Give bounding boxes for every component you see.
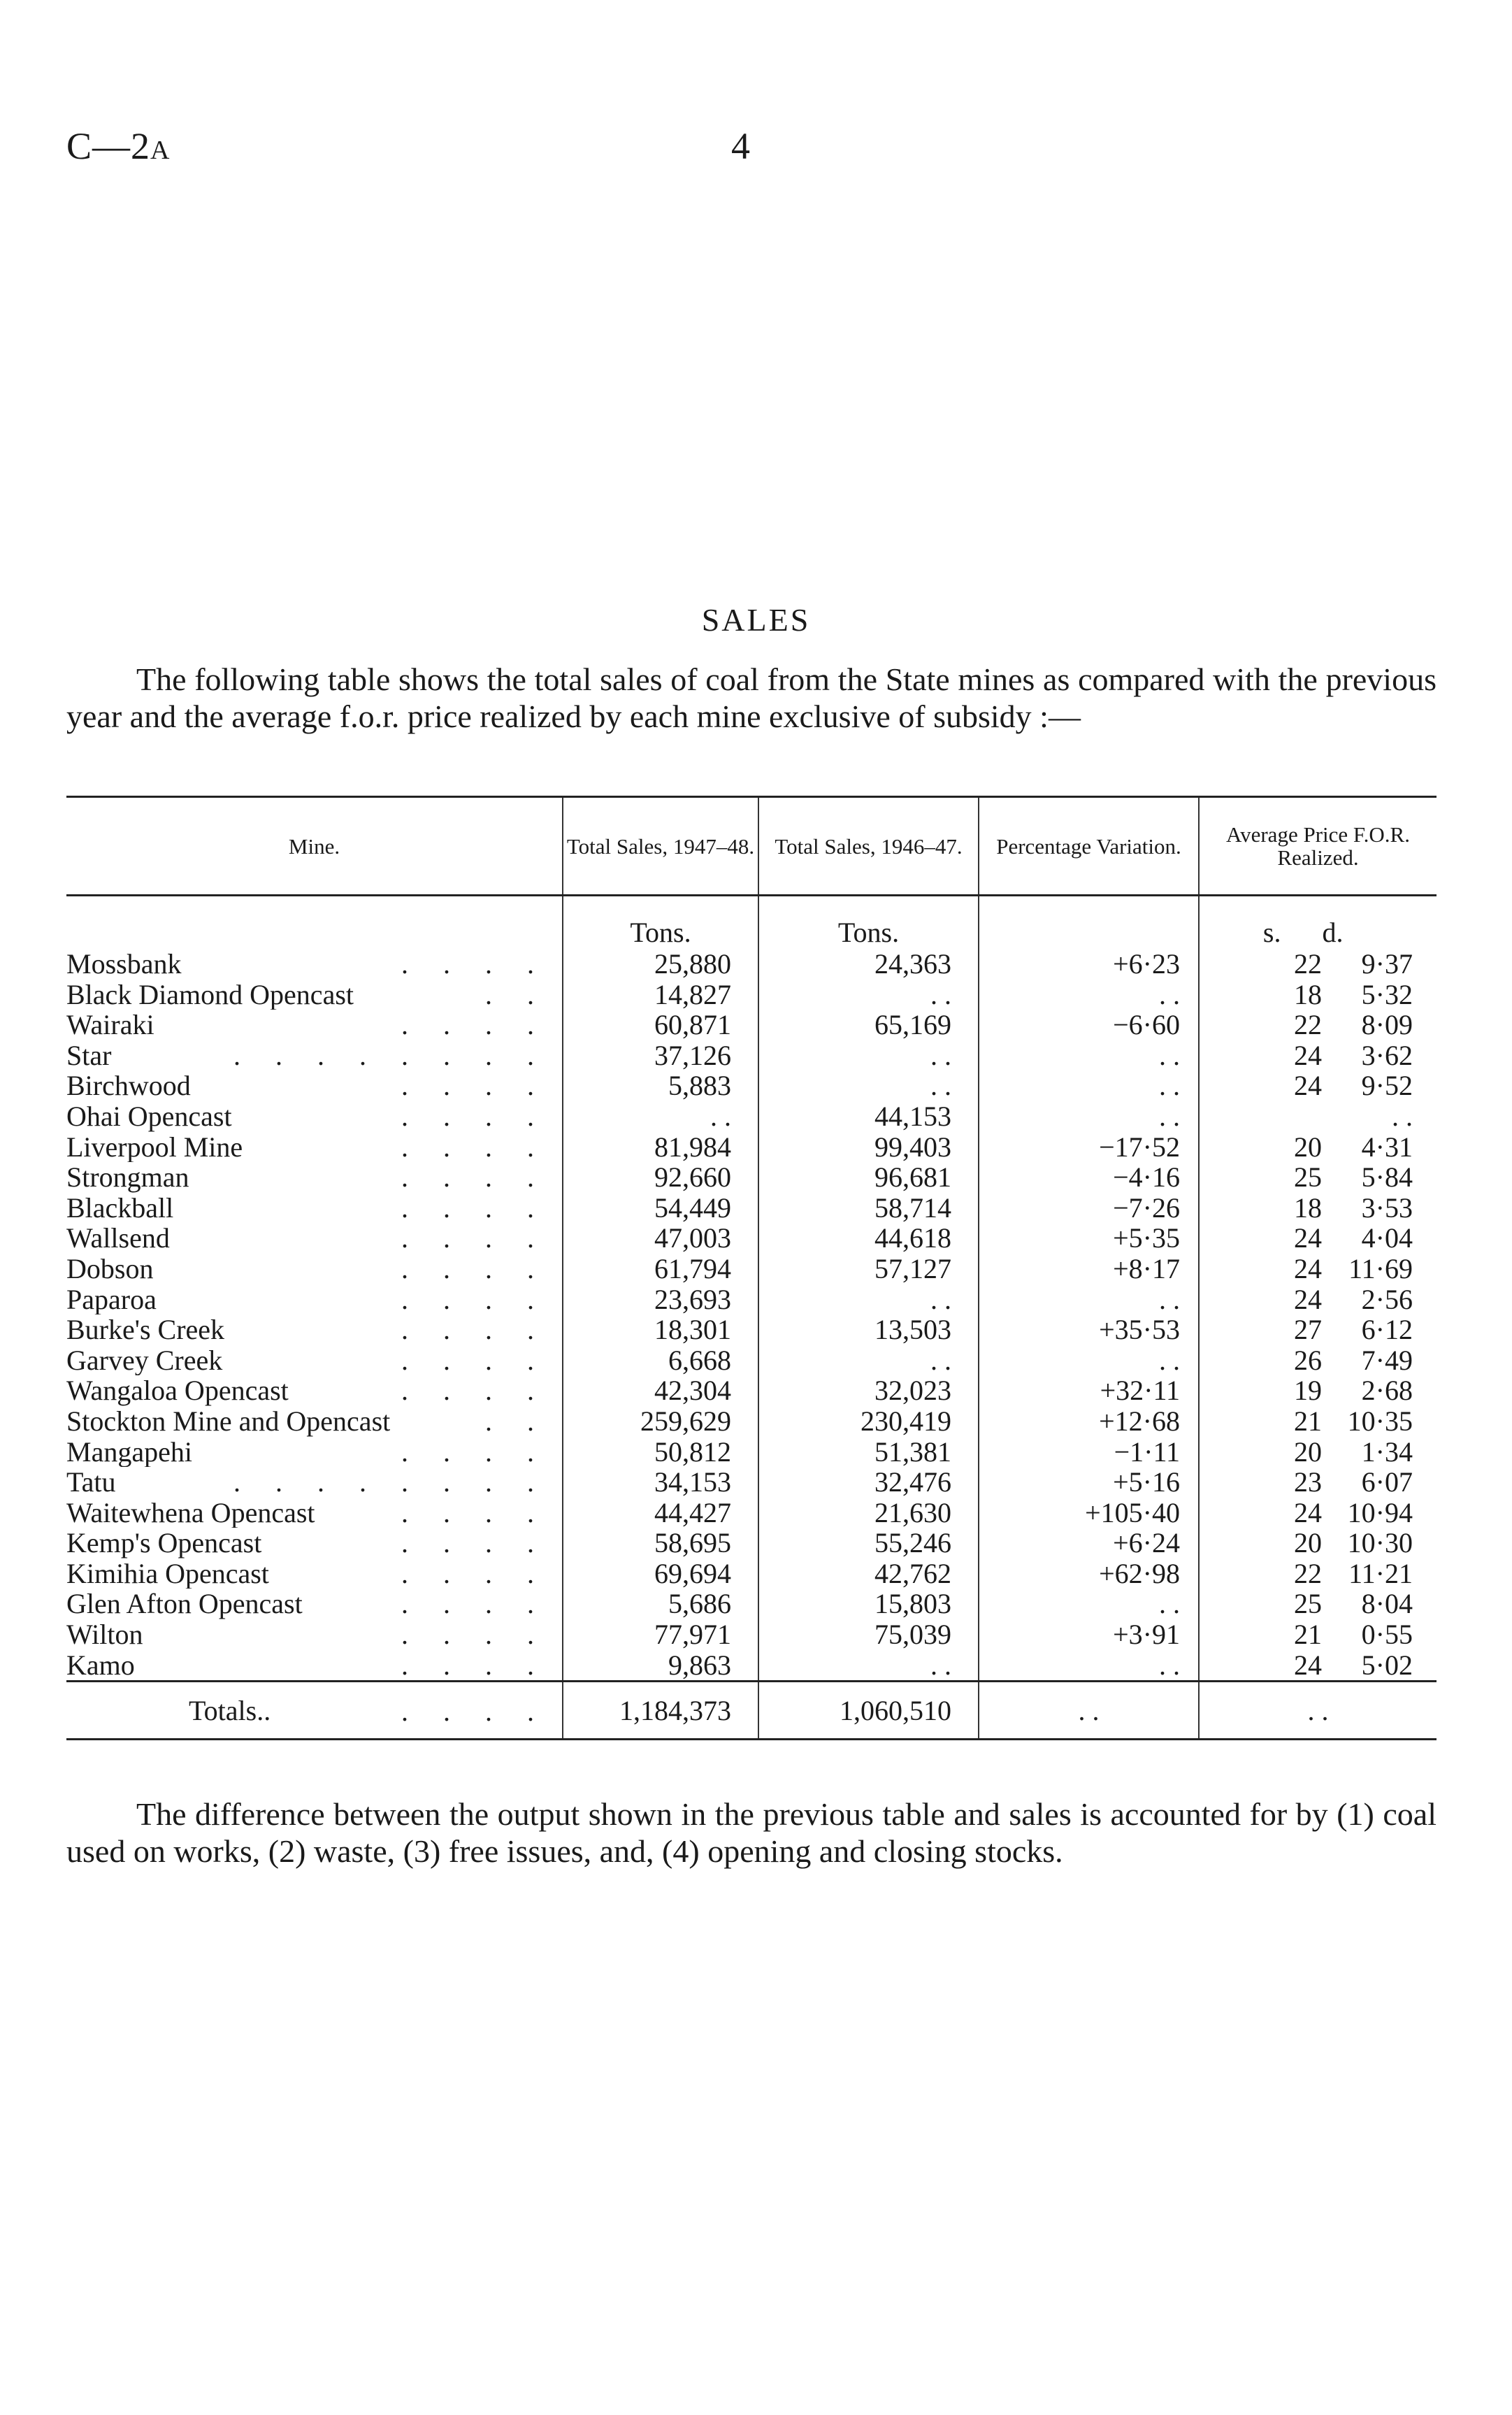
price-pence: 4·04 <box>1361 1222 1413 1254</box>
totals-1947-48: 1,184,373 <box>563 1682 758 1740</box>
mine-name: Black Diamond Opencast <box>66 979 354 1010</box>
price-pence: 4·31 <box>1361 1131 1413 1163</box>
sales-1946-47: 15,803 <box>758 1589 979 1619</box>
price-shillings: 20 <box>1294 1435 1322 1468</box>
unit-tons-1947-48: Tons. <box>563 896 758 949</box>
table-row <box>66 1437 1437 1468</box>
price-shillings: 24 <box>1294 1252 1322 1284</box>
table-row <box>66 1314 1437 1345</box>
price-shillings: 27 <box>1294 1314 1322 1346</box>
sales-1946-47: 99,403 <box>758 1132 979 1163</box>
price-shillings: 22 <box>1294 948 1322 980</box>
average-price <box>1199 1040 1437 1071</box>
sales-1947-48: 37,126 <box>563 1040 758 1071</box>
mine-name: Ohai Opencast <box>66 1101 232 1132</box>
price-pence: 6·07 <box>1361 1466 1413 1498</box>
mine-name: Wallsend <box>66 1223 170 1254</box>
sales-1947-48: 259,629 <box>563 1406 758 1437</box>
table-row <box>66 1650 1437 1682</box>
table-row <box>66 1162 1437 1193</box>
percentage-variation: +32·11 <box>979 1375 1199 1406</box>
mine-name: Wairaki <box>66 1010 154 1040</box>
average-price <box>1199 1558 1437 1589</box>
mine-name: Blackball <box>66 1192 174 1224</box>
totals-label-cell <box>66 1682 563 1740</box>
unit-tons-1946-47: Tons. <box>758 896 979 949</box>
price-shillings: 25 <box>1294 1161 1322 1194</box>
price-shillings: 26 <box>1294 1344 1322 1376</box>
table-row <box>66 949 1437 980</box>
price-shillings: 20 <box>1294 1131 1322 1163</box>
totals-price: . . <box>1199 1682 1437 1740</box>
mine-name-cell <box>66 1223 563 1254</box>
percentage-variation: +8·17 <box>979 1254 1199 1284</box>
table-row <box>66 1010 1437 1040</box>
col-header-mine: Mine. <box>66 797 563 896</box>
mine-name: Star <box>66 1040 112 1071</box>
mine-name-cell <box>66 1132 563 1163</box>
percentage-variation: −1·11 <box>979 1437 1199 1468</box>
average-price <box>1199 949 1437 980</box>
sales-1947-48: 47,003 <box>563 1223 758 1254</box>
price-pence: 5·02 <box>1361 1649 1413 1681</box>
table-row <box>66 1040 1437 1071</box>
intro-paragraph: The following table shows the total sales of coal from the State mines as compared with the previous year and the average f.o.r. price realized by each mine exclusive of subsidy :— <box>66 661 1437 734</box>
leader-dots: . . . . <box>401 1314 548 1345</box>
average-price <box>1199 1101 1437 1132</box>
percentage-variation: . . <box>979 1284 1199 1315</box>
leader-dots: . . . . <box>401 1101 548 1132</box>
price-pence: 3·62 <box>1361 1039 1413 1071</box>
average-price <box>1199 1406 1437 1437</box>
mine-name-cell <box>66 1314 563 1345</box>
average-price <box>1199 1193 1437 1224</box>
section-title: SALES <box>701 602 811 638</box>
leader-dots: . . . . <box>401 1223 548 1254</box>
sales-1946-47: 58,714 <box>758 1193 979 1224</box>
table-header-row <box>66 797 1437 896</box>
price-shillings: 24 <box>1294 1222 1322 1254</box>
mine-name: Stockton Mine and Opencast <box>66 1405 391 1437</box>
totals-row <box>66 1682 1437 1740</box>
percentage-variation: +105·40 <box>979 1498 1199 1528</box>
col-header-variation: Percentage Variation. <box>979 797 1199 896</box>
unit-pence: d. <box>1322 917 1344 948</box>
price-shillings: 24 <box>1294 1283 1322 1315</box>
price-shillings: 24 <box>1294 1649 1322 1681</box>
sales-1947-48: 23,693 <box>563 1284 758 1315</box>
sales-1947-48: 25,880 <box>563 949 758 980</box>
price-pence: 8·09 <box>1361 1009 1413 1041</box>
leader-dots: . . . . <box>401 949 548 980</box>
page-number: 4 <box>731 125 750 167</box>
price-shillings: 24 <box>1294 1070 1322 1102</box>
table-row <box>66 1070 1437 1101</box>
mine-name-cell <box>66 1284 563 1315</box>
document-code-suffix: A <box>150 136 171 165</box>
average-price <box>1199 1467 1437 1498</box>
mine-name: Kemp's Opencast <box>66 1528 262 1558</box>
sales-1947-48: 61,794 <box>563 1254 758 1284</box>
price-pence: 5·84 <box>1361 1161 1413 1194</box>
mine-name-cell <box>66 1558 563 1589</box>
sales-1947-48: 58,695 <box>563 1528 758 1558</box>
sales-1947-48: 60,871 <box>563 1010 758 1040</box>
average-price <box>1199 1254 1437 1284</box>
mine-name: Liverpool Mine <box>66 1131 243 1163</box>
sales-1947-48: 69,694 <box>563 1558 758 1589</box>
leader-dots: . . . . <box>401 1284 548 1315</box>
average-price <box>1199 1284 1437 1315</box>
sales-1946-47: 65,169 <box>758 1010 979 1040</box>
sales-1946-47: 21,630 <box>758 1498 979 1528</box>
units-row <box>66 896 1437 949</box>
percentage-variation: . . <box>979 1040 1199 1071</box>
mine-name-cell <box>66 1650 563 1682</box>
mine-name-cell <box>66 1345 563 1376</box>
percentage-variation: +6·24 <box>979 1528 1199 1558</box>
sales-1946-47: 13,503 <box>758 1314 979 1345</box>
mine-name-cell <box>66 1070 563 1101</box>
mine-name: Mossbank <box>66 949 182 980</box>
leader-dots: . . <box>485 1405 548 1437</box>
percentage-variation: −4·16 <box>979 1162 1199 1193</box>
percentage-variation: +12·68 <box>979 1406 1199 1437</box>
leader-dots: . . . . <box>401 1649 548 1681</box>
mine-name-cell <box>66 1437 563 1468</box>
average-price <box>1199 1589 1437 1619</box>
sales-1946-47: 32,023 <box>758 1375 979 1406</box>
sales-1946-47: . . <box>758 1345 979 1376</box>
leader-dots: . . . . <box>401 1497 548 1528</box>
sales-1946-47: 51,381 <box>758 1437 979 1468</box>
percentage-variation: . . <box>979 1650 1199 1682</box>
table-row <box>66 1254 1437 1284</box>
mine-name: Wilton <box>66 1619 143 1650</box>
leader-dots: . . . . <box>401 1192 548 1224</box>
sales-1947-48: 77,971 <box>563 1619 758 1650</box>
sales-1947-48: 9,863 <box>563 1650 758 1682</box>
totals-label: Totals.. <box>189 1694 271 1726</box>
mine-name-cell <box>66 1010 563 1040</box>
table-row <box>66 1558 1437 1589</box>
leader-dots: . . . . <box>401 1528 548 1558</box>
mine-name-cell <box>66 1467 563 1498</box>
price-pence: 0·55 <box>1361 1619 1413 1651</box>
sales-1946-47: . . <box>758 1284 979 1315</box>
price-shillings: 21 <box>1294 1619 1322 1651</box>
mine-name: Waitewhena Opencast <box>66 1497 315 1528</box>
sales-1946-47: 44,153 <box>758 1101 979 1132</box>
sales-1947-48: 50,812 <box>563 1437 758 1468</box>
percentage-variation: +62·98 <box>979 1558 1199 1589</box>
price-pence: 3·53 <box>1361 1191 1413 1224</box>
table-row <box>66 1375 1437 1406</box>
mine-name-cell <box>66 1101 563 1132</box>
totals-variation: . . <box>979 1682 1199 1740</box>
average-price <box>1199 1010 1437 1040</box>
average-price <box>1199 1132 1437 1163</box>
price-pence: . . <box>1392 1100 1413 1132</box>
table-row <box>66 1589 1437 1619</box>
leader-dots: . . . . <box>401 1253 548 1284</box>
percentage-variation: . . <box>979 1070 1199 1101</box>
mine-name: Burke's Creek <box>66 1314 225 1345</box>
sales-table <box>66 796 1437 1740</box>
table-row <box>66 980 1437 1010</box>
sales-1947-48: 42,304 <box>563 1375 758 1406</box>
table-row <box>66 1193 1437 1224</box>
price-shillings: 24 <box>1294 1496 1322 1528</box>
average-price <box>1199 1345 1437 1376</box>
mine-name: Mangapehi <box>66 1436 192 1468</box>
sales-1947-48: . . <box>563 1101 758 1132</box>
price-pence: 2·56 <box>1361 1283 1413 1315</box>
unit-shillings: s. <box>1262 917 1281 948</box>
average-price <box>1199 1437 1437 1468</box>
average-price <box>1199 980 1437 1010</box>
mine-name-cell <box>66 1162 563 1193</box>
sales-1947-48: 34,153 <box>563 1467 758 1498</box>
mine-name-cell <box>66 1619 563 1650</box>
table-row <box>66 1498 1437 1528</box>
price-shillings: 24 <box>1294 1039 1322 1071</box>
leader-dots: . . . . <box>401 1070 548 1101</box>
mine-name: Garvey Creek <box>66 1345 223 1376</box>
table-row <box>66 1132 1437 1163</box>
price-shillings: 18 <box>1294 978 1322 1010</box>
leader-dots: . . . . . . . . <box>233 1040 548 1071</box>
price-pence: 1·34 <box>1361 1435 1413 1468</box>
mine-name: Dobson <box>66 1253 154 1284</box>
average-price <box>1199 1619 1437 1650</box>
price-shillings: 20 <box>1294 1527 1322 1559</box>
leader-dots: . . . . <box>401 1375 548 1406</box>
price-shillings: 25 <box>1294 1588 1322 1620</box>
price-pence: 7·49 <box>1361 1344 1413 1376</box>
sales-1946-47: 44,618 <box>758 1223 979 1254</box>
price-shillings: 21 <box>1294 1405 1322 1437</box>
price-pence: 2·68 <box>1361 1375 1413 1407</box>
mine-name-cell <box>66 1375 563 1406</box>
sales-1947-48: 54,449 <box>563 1193 758 1224</box>
leader-dots: . . . . <box>401 1162 548 1193</box>
mine-name: Wangaloa Opencast <box>66 1375 289 1406</box>
percentage-variation: . . <box>979 1345 1199 1376</box>
price-pence: 10·30 <box>1347 1527 1413 1559</box>
sales-1946-47: . . <box>758 1650 979 1682</box>
mine-name-cell <box>66 1193 563 1224</box>
sales-1947-48: 5,686 <box>563 1589 758 1619</box>
price-pence: 8·04 <box>1361 1588 1413 1620</box>
mine-name-cell <box>66 1254 563 1284</box>
sales-1946-47: 32,476 <box>758 1467 979 1498</box>
average-price <box>1199 1314 1437 1345</box>
closing-paragraph: The difference between the output shown in the previous table and sales is accounted for by (1) coal used on works, (2) waste, (3) free issues, and, (4) opening and closing stocks. <box>66 1796 1437 1869</box>
percentage-variation: +5·35 <box>979 1223 1199 1254</box>
table-row <box>66 1284 1437 1315</box>
sales-1946-47: . . <box>758 980 979 1010</box>
mine-name: Glen Afton Opencast <box>66 1589 303 1620</box>
sales-1947-48: 6,668 <box>563 1345 758 1376</box>
percentage-variation: +35·53 <box>979 1314 1199 1345</box>
average-price <box>1199 1375 1437 1406</box>
price-shillings: 22 <box>1294 1557 1322 1589</box>
table-row <box>66 1345 1437 1376</box>
mine-name-cell <box>66 1589 563 1619</box>
mine-name: Tatu <box>66 1467 116 1498</box>
sales-1947-48: 92,660 <box>563 1162 758 1193</box>
leader-dots: . . . . <box>401 1345 548 1376</box>
price-shillings: 18 <box>1294 1191 1322 1224</box>
percentage-variation: −6·60 <box>979 1010 1199 1040</box>
sales-1946-47: . . <box>758 1040 979 1071</box>
price-pence: 9·52 <box>1361 1070 1413 1102</box>
leader-dots: . . . . <box>401 1436 548 1468</box>
leader-dots: . . . . <box>401 1696 548 1728</box>
document-code-main: C—2 <box>66 125 151 167</box>
table-row <box>66 1528 1437 1558</box>
mine-name-cell <box>66 1498 563 1528</box>
leader-dots: . . . . <box>401 1619 548 1650</box>
sales-1946-47: 230,419 <box>758 1406 979 1437</box>
leader-dots: . . . . <box>401 1558 548 1589</box>
price-pence: 6·12 <box>1361 1314 1413 1346</box>
price-shillings: 19 <box>1294 1375 1322 1407</box>
percentage-variation: +5·16 <box>979 1467 1199 1498</box>
percentage-variation: +3·91 <box>979 1619 1199 1650</box>
percentage-variation: −17·52 <box>979 1132 1199 1163</box>
mine-name-cell <box>66 1528 563 1558</box>
average-price <box>1199 1498 1437 1528</box>
sales-1947-48: 44,427 <box>563 1498 758 1528</box>
col-header-sales-1947-48: Total Sales, 1947–48. <box>563 797 758 896</box>
price-pence: 5·32 <box>1361 978 1413 1010</box>
average-price <box>1199 1070 1437 1101</box>
mine-name-cell <box>66 949 563 980</box>
percentage-variation: +6·23 <box>979 949 1199 980</box>
sales-1946-47: 75,039 <box>758 1619 979 1650</box>
leader-dots: . . . . . . . . <box>233 1467 548 1498</box>
mine-name: Strongman <box>66 1162 189 1193</box>
mine-name: Kimihia Opencast <box>66 1558 269 1589</box>
table-row <box>66 1619 1437 1650</box>
leader-dots: . . . . <box>401 1589 548 1620</box>
price-pence: 11·69 <box>1348 1252 1413 1284</box>
table-row <box>66 1223 1437 1254</box>
leader-dots: . . . . <box>401 1131 548 1163</box>
sales-1946-47: 42,762 <box>758 1558 979 1589</box>
mine-name: Kamo <box>66 1649 135 1681</box>
col-header-sales-1946-47: Total Sales, 1946–47. <box>758 797 979 896</box>
sales-1947-48: 5,883 <box>563 1070 758 1101</box>
mine-name: Paparoa <box>66 1284 157 1315</box>
mine-name-cell <box>66 1406 563 1437</box>
mine-name: Birchwood <box>66 1070 191 1101</box>
price-pence: 11·21 <box>1348 1557 1413 1589</box>
average-price <box>1199 1223 1437 1254</box>
totals-1946-47: 1,060,510 <box>758 1682 979 1740</box>
mine-name-cell <box>66 1040 563 1071</box>
sales-1946-47: 55,246 <box>758 1528 979 1558</box>
price-pence: 9·37 <box>1361 948 1413 980</box>
table-row <box>66 1406 1437 1437</box>
sales-1946-47: 24,363 <box>758 949 979 980</box>
percentage-variation: . . <box>979 980 1199 1010</box>
col-header-price: Average Price F.O.R. Realized. <box>1199 797 1437 896</box>
table-row <box>66 1467 1437 1498</box>
document-code <box>66 124 170 168</box>
price-shillings: 23 <box>1294 1466 1322 1498</box>
sales-1947-48: 18,301 <box>563 1314 758 1345</box>
percentage-variation: . . <box>979 1589 1199 1619</box>
mine-name-cell <box>66 980 563 1010</box>
leader-dots: . . . . <box>401 1010 548 1040</box>
price-shillings: 22 <box>1294 1009 1322 1041</box>
average-price <box>1199 1528 1437 1558</box>
percentage-variation: −7·26 <box>979 1193 1199 1224</box>
sales-1947-48: 14,827 <box>563 980 758 1010</box>
sales-1946-47: 57,127 <box>758 1254 979 1284</box>
sales-1946-47: 96,681 <box>758 1162 979 1193</box>
unit-price <box>1199 896 1437 949</box>
table-row <box>66 1101 1437 1132</box>
sales-1946-47: . . <box>758 1070 979 1101</box>
average-price <box>1199 1650 1437 1682</box>
percentage-variation: . . <box>979 1101 1199 1132</box>
price-pence: 10·35 <box>1347 1405 1413 1437</box>
leader-dots: . . <box>485 979 548 1010</box>
average-price <box>1199 1162 1437 1193</box>
sales-1947-48: 81,984 <box>563 1132 758 1163</box>
price-pence: 10·94 <box>1347 1496 1413 1528</box>
